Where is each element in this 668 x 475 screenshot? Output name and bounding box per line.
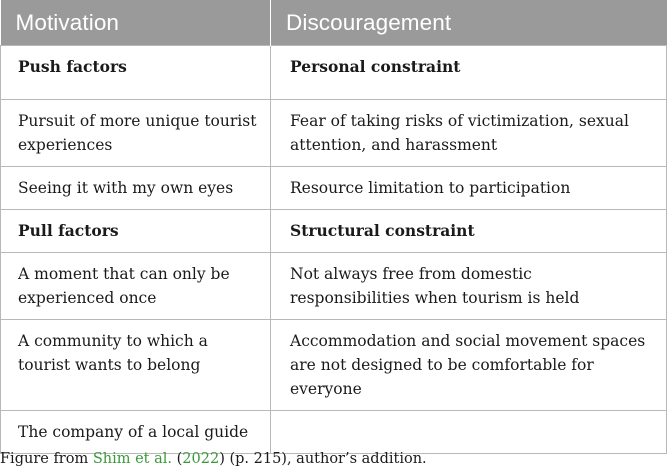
- caption-suffix: ) (p. 215), author’s addition.: [219, 451, 427, 467]
- table-cell: Accommodation and social movement spaces are not designed to be comfortable for everyone: [271, 320, 667, 411]
- table-cell: Not always free from domestic responsibilities when tourism is held: [271, 253, 667, 320]
- header-discouragement: Discouragement: [271, 0, 667, 46]
- table-cell: The company of a local guide: [1, 411, 271, 454]
- table-row: [1, 167, 667, 210]
- table-cell: A community to which a tourist wants to belong: [1, 320, 271, 411]
- table-row: [1, 253, 667, 320]
- row-label-structural-constraint: Structural constraint: [271, 210, 667, 253]
- row-label-pull-factors: Pull factors: [1, 210, 271, 253]
- table-cell: Fear of taking risks of victimization, sexual attention, and harassment: [271, 100, 667, 167]
- row-label-push-factors: Push factors: [1, 46, 271, 100]
- table-cell: Resource limitation to participation: [271, 167, 667, 210]
- table-row: [1, 320, 667, 411]
- citation-year-link[interactable]: 2022: [182, 451, 220, 467]
- table-header-row: [1, 0, 667, 46]
- table-caption: [0, 451, 427, 467]
- table-row: [1, 411, 667, 454]
- caption-open-paren: (: [172, 451, 183, 467]
- table-row: [1, 210, 667, 253]
- table-cell: Pursuit of more unique tourist experiences: [1, 100, 271, 167]
- table-row: [1, 46, 667, 100]
- table-cell: Seeing it with my own eyes: [1, 167, 271, 210]
- caption-prefix: Figure from: [0, 451, 93, 467]
- table-row: [1, 100, 667, 167]
- citation-author-link[interactable]: Shim et al.: [92, 451, 173, 467]
- table-cell-empty: [271, 411, 667, 454]
- row-label-personal-constraint: Personal constraint: [271, 46, 667, 100]
- table-cell: A moment that can only be experienced once: [1, 253, 271, 320]
- header-motivation: Motivation: [1, 0, 271, 46]
